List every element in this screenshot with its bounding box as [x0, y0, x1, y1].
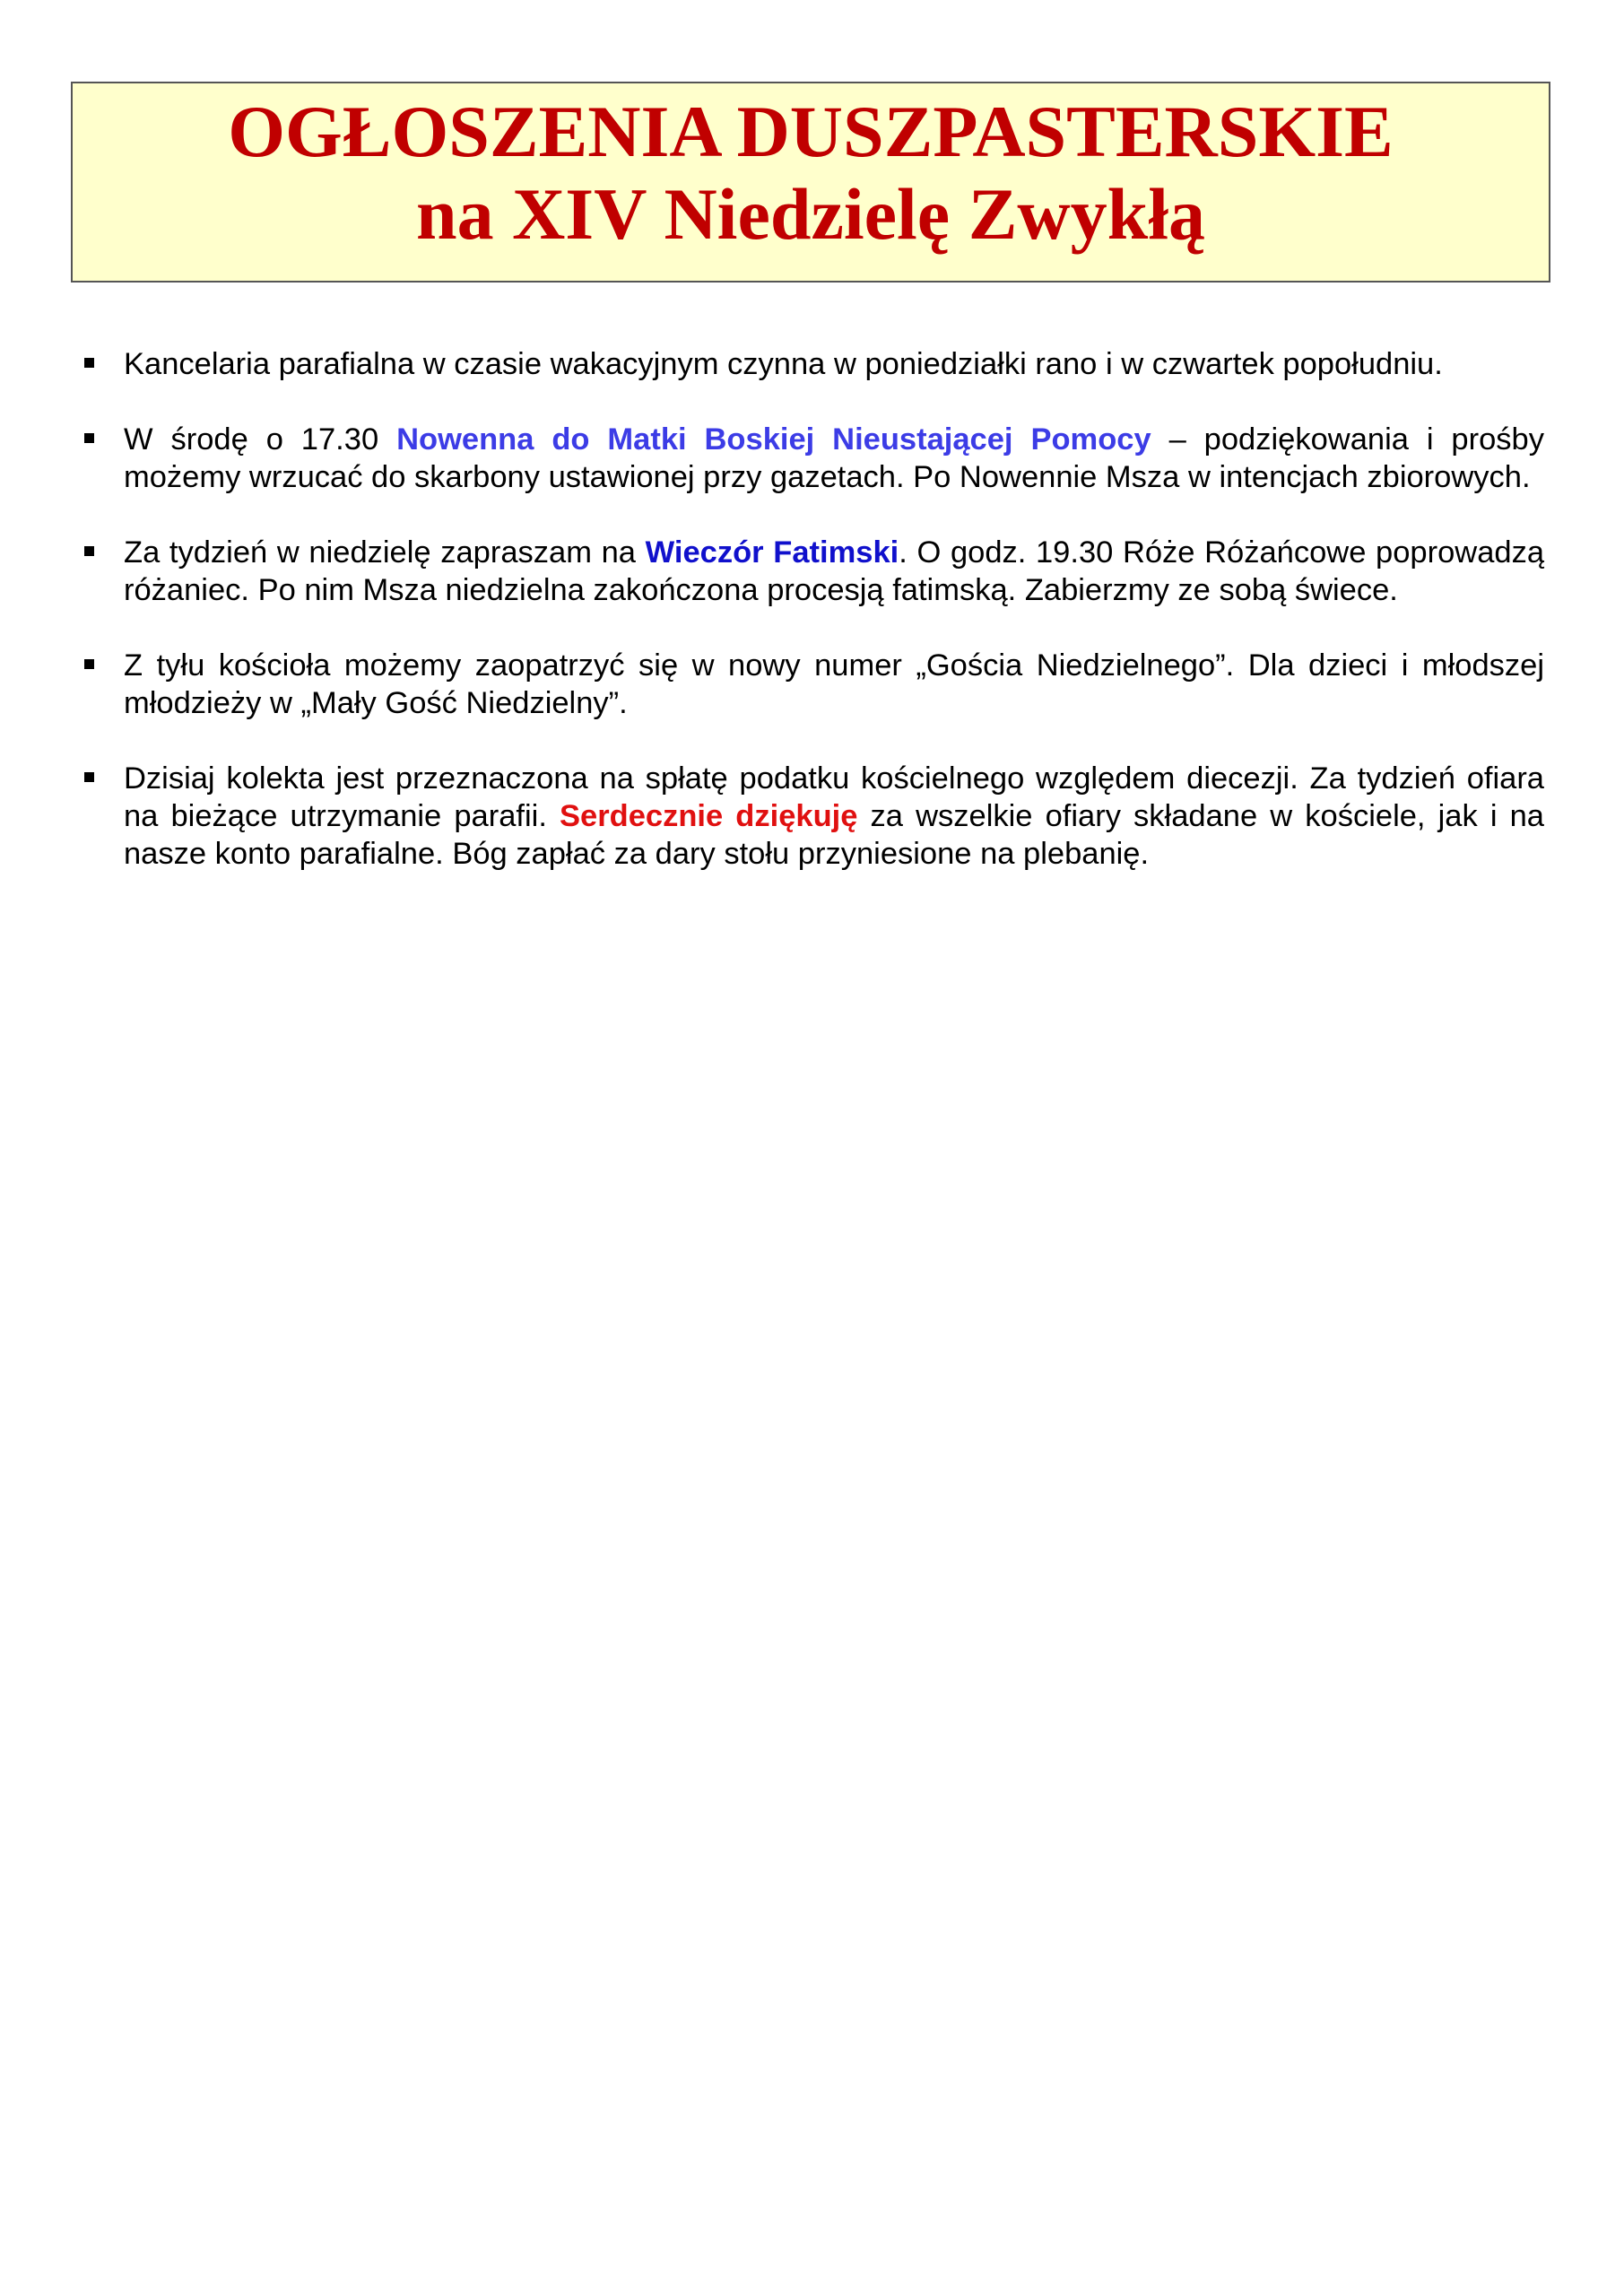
- announcement-list: [83, 345, 1544, 910]
- announcement-highlight: Wieczór Fatimski: [645, 535, 899, 570]
- announcement-item-novena: [83, 421, 1544, 496]
- announcement-highlight: Serdecznie dziękuję: [560, 799, 858, 833]
- announcement-text-after: za wszelkie ofiary składane w kościele, jak i na nasze konto parafialne. Bóg zapłać za dary stołu przyniesione na plebanię.: [124, 799, 1544, 871]
- title-banner: [71, 82, 1550, 283]
- announcement-item-magazine: [83, 647, 1544, 722]
- announcement-text-after: – podziękowania i prośby możemy wrzucać do skarbony ustawionej przy gazetach. Po Nowennie Msza w intencjach zbiorowych.: [124, 422, 1544, 494]
- square-bullet-icon: [84, 546, 94, 556]
- square-bullet-icon: [84, 433, 94, 443]
- announcement-text-before: Dzisiaj kolekta jest przeznaczona na spłatę podatku kościelnego względem diecezji. Za tydzień ofiara na bieżące utrzymanie parafii.: [124, 761, 1544, 833]
- page-title: OGŁOSZENIA DUSZPASTERSKIE: [228, 91, 1394, 172]
- square-bullet-icon: [84, 772, 94, 782]
- announcement-text-before: Za tydzień w niedzielę zapraszam na: [124, 535, 646, 570]
- announcement-item-office-hours: [83, 345, 1544, 383]
- announcement-text-after: . O godz. 19.30 Róże Różańcowe poprowadzą różaniec. Po nim Msza niedzielna zakończona procesją fatimską. Zabierzmy ze sobą świece.: [124, 535, 1545, 607]
- announcement-highlight: Nowenna do Matki Boskiej Nieustającej Pomocy: [396, 422, 1151, 457]
- announcement-text-before: W środę o 17.30: [124, 422, 397, 457]
- announcement-item-collection: [83, 760, 1544, 873]
- announcement-text: Kancelaria parafialna w czasie wakacyjnym czynna w poniedziałki rano i w czwartek popołudniu.: [124, 347, 1443, 381]
- page-subtitle: na XIV Niedzielę Zwykłą: [415, 173, 1206, 255]
- announcement-text: Z tyłu kościoła możemy zaopatrzyć się w nowy numer „Gościa Niedzielnego”. Dla dzieci i młodszej młodzieży w „Mały Gość Niedzielny”.: [124, 648, 1544, 720]
- square-bullet-icon: [84, 659, 94, 669]
- square-bullet-icon: [84, 358, 94, 368]
- announcement-item-fatima-evening: [83, 534, 1544, 609]
